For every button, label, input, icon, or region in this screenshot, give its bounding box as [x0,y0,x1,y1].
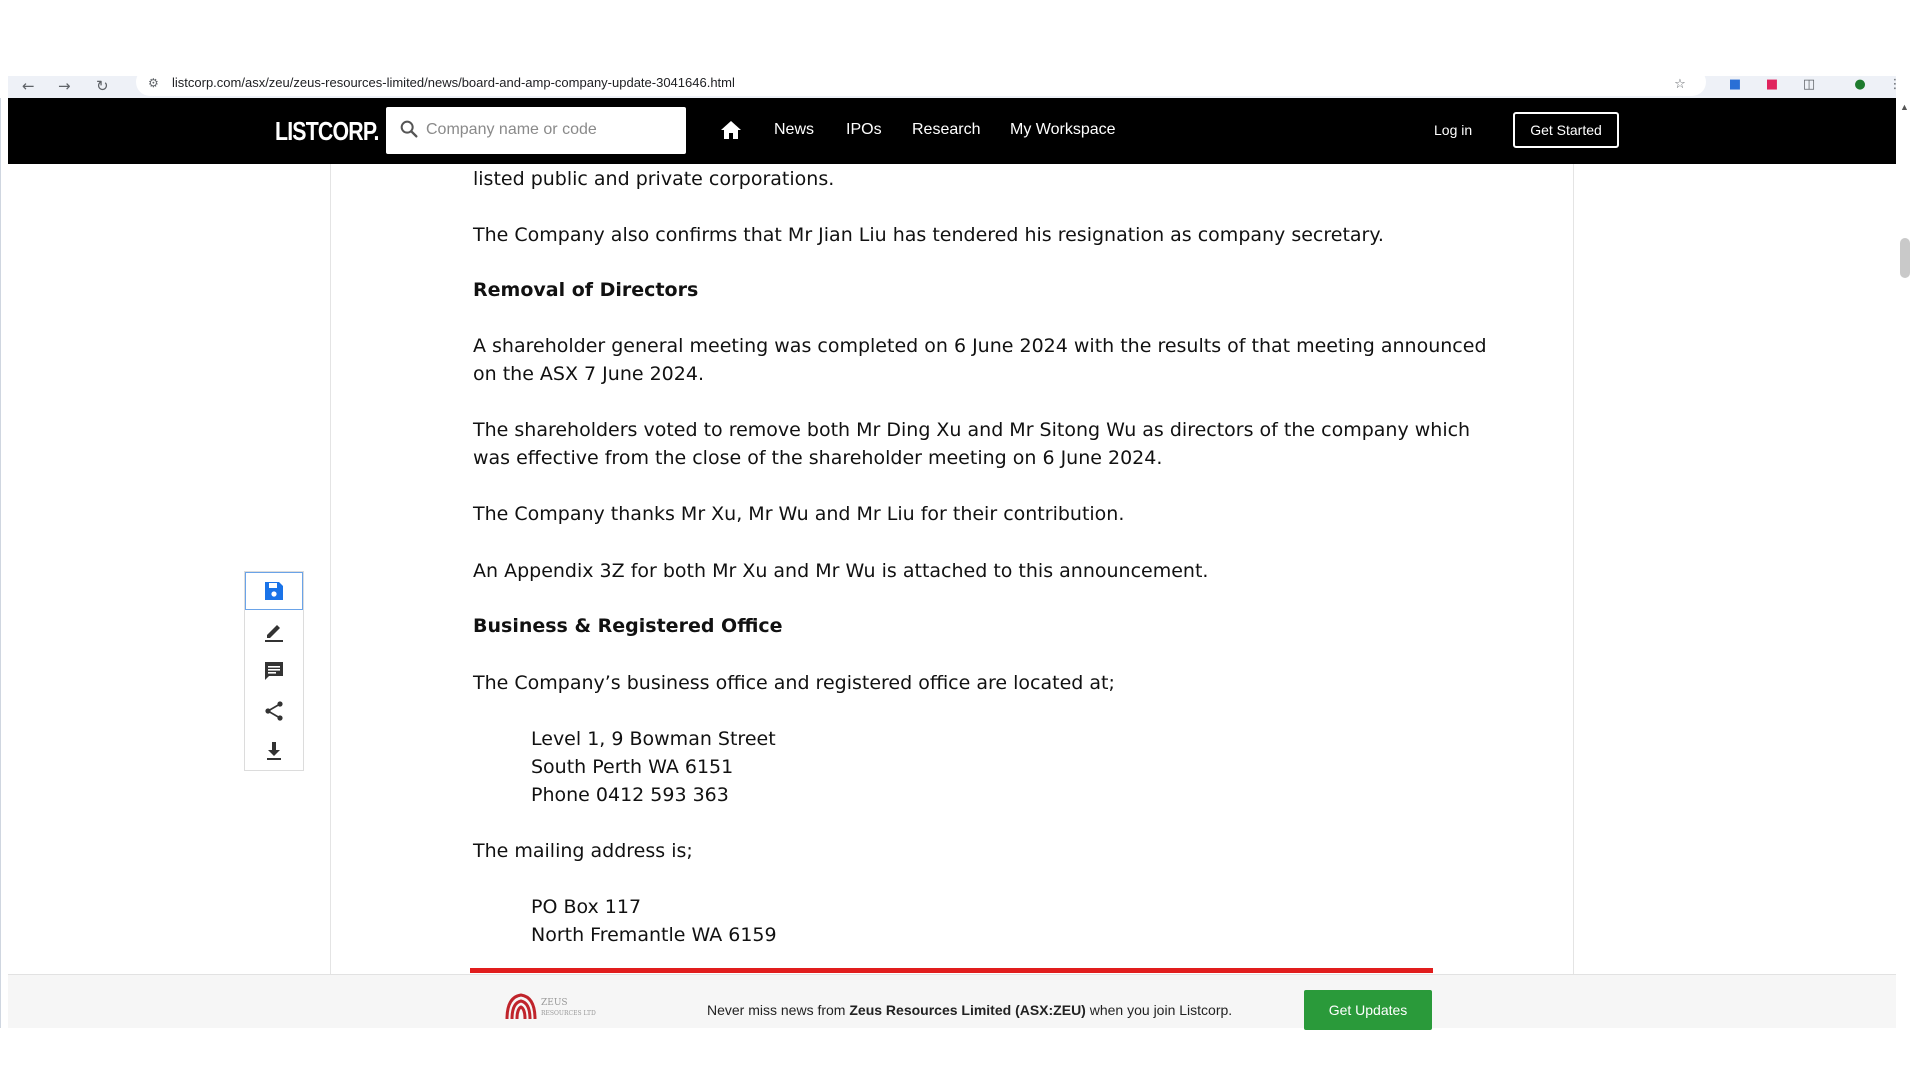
nav-news[interactable]: News [774,121,815,138]
site-header [8,98,1896,164]
nav-my-workspace[interactable]: My Workspace [1010,121,1116,138]
article-line: The Company thanks Mr Xu, Mr Wu and Mr Liu for their contribution. [473,503,1125,525]
article-line: The Company also confirms that Mr Jian Liu has tendered his resignation as company secretary. [473,224,1384,246]
nav-ipos[interactable]: IPOs [846,121,882,138]
kebab-menu-icon[interactable]: ⋮ [1888,77,1902,92]
extension-blue-icon[interactable]: ■ [1728,77,1742,92]
promo-bar [8,974,1896,1028]
search-box[interactable] [386,107,686,154]
address-bar[interactable] [136,68,1706,96]
article-line: listed public and private corporations. [473,168,835,190]
share-button[interactable] [245,692,303,730]
arrow-left-icon[interactable]: ← [22,77,35,95]
download-icon [262,739,286,763]
search-input[interactable] [426,115,676,145]
page-scrollbar[interactable] [1896,98,1912,1028]
address-line: PO Box 117 [531,896,642,918]
article-line: was effective from the close of the shareholder meeting on 6 June 2024. [473,447,1163,469]
scroll-up-icon[interactable]: ▲ [1900,102,1909,112]
address-line: North Fremantle WA 6159 [531,924,777,946]
promo-text: Never miss news from Zeus Resources Limited (ASX:ZEU) when you join Listcorp. [707,1002,1233,1018]
site-info-icon[interactable]: ⚙ [148,76,159,90]
extension-red-icon[interactable]: ■ [1765,77,1779,92]
article-line: on the ASX 7 June 2024. [473,363,704,385]
article-line: A shareholder general meeting was completed on 6 June 2024 with the results of that meeting announced [473,335,1487,357]
svg-text:ZEUS: ZEUS [541,998,568,1008]
page-edge [0,98,1,1028]
comment-button[interactable] [245,652,303,690]
comment-icon [262,659,286,683]
scroll-thumb[interactable] [1900,238,1910,278]
profile-icon[interactable]: ● [1854,77,1866,92]
save-button[interactable] [245,572,303,610]
article-line: An Appendix 3Z for both Mr Xu and Mr Wu is attached to this announcement. [473,560,1209,582]
save-icon [262,579,286,603]
star-icon[interactable]: ☆ [1674,77,1686,92]
get-updates-button[interactable]: Get Updates [1304,990,1432,1030]
section-heading: Removal of Directors [473,279,699,301]
login-link[interactable]: Log in [1434,122,1473,138]
reload-icon[interactable]: ↻ [96,77,109,95]
home-icon[interactable] [719,118,743,142]
article-line: The mailing address is; [473,840,693,862]
phone-line: Phone 0412 593 363 [531,784,729,806]
listcorp-logo[interactable]: LISTCORP. [275,116,379,146]
share-icon [262,699,286,723]
side-toolbar [244,571,304,771]
nav-research[interactable]: Research [912,121,981,138]
download-button[interactable] [245,732,303,770]
address-line: South Perth WA 6151 [531,756,734,778]
red-divider [470,968,1433,973]
address-line: Level 1, 9 Bowman Street [531,728,776,750]
article-line: The shareholders voted to remove both Mr Ding Xu and Mr Sitong Wu as directors of the company which [473,419,1471,441]
browser-toolbar [8,75,1902,98]
puzzle-icon[interactable]: ◫ [1802,77,1816,92]
svg-text:RESOURCES LTD: RESOURCES LTD [541,1010,596,1017]
section-heading: Business & Registered Office [473,615,783,637]
article-line: The Company’s business office and registered office are located at; [473,672,1115,694]
edit-icon [262,619,286,643]
zeus-logo [503,989,599,1023]
get-started-button[interactable]: Get Started [1513,112,1619,148]
search-icon [398,118,420,140]
url-text[interactable]: listcorp.com/asx/zeu/zeus-resources-limited/news/board-and-amp-company-update-3041646.html [172,75,735,90]
arrow-right-icon[interactable]: → [58,77,71,95]
promo-company-name: Zeus Resources Limited (ASX:ZEU) [849,1002,1086,1018]
edit-button[interactable] [245,612,303,650]
